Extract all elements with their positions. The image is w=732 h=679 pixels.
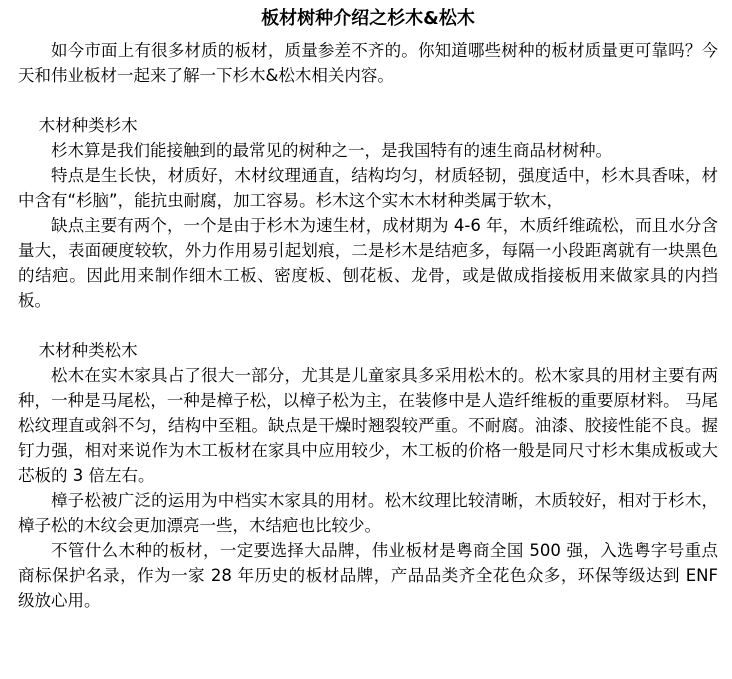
fir-paragraph-2: 特点是生长快，材质好，木材纹理通直，结构均匀，材质轻韧，强度适中，杉木具香味，材中含有“杉脑”，能抗虫耐腐，加工容易。杉木这个实木木材种类属于软木， bbox=[18, 166, 718, 210]
spacer bbox=[18, 88, 718, 113]
section-heading-pine: 木材种类松木 bbox=[38, 341, 138, 360]
pine-paragraph-1: 松木在实木家具占了很大一部分，尤其是儿童家具多采用松木的。松木家具的用材主要有两种，一种是马尾松，一种是樟子松，以樟子松为主，在装修中是人造纤维板的重要原材料。 马尾松纹理直或斜不匀，结构中至粗。缺点是干燥时翘裂较严重。不耐腐。油漆、胶接性能不良。握钉力强，相对来说作为木工板材在家具中应用较少，木工板的价格一般是同尺寸杉木集成板或大芯板的 3 倍左右。 bbox=[18, 366, 718, 485]
article bbox=[18, 6, 718, 613]
article-title: 板材树种介绍之杉木&松木 bbox=[261, 8, 475, 29]
fir-paragraph-3: 缺点主要有两个，一个是由于杉木为速生材，成材期为 4-6 年，木质纤维疏松，而且水分含量大，表面硬度较软，外力作用易引起划痕，二是杉木是结疤多，每隔一小段距离就有一块黑色的结疤。因此用来制作细木工板、密度板、刨花板、龙骨，或是做成指接板用来做家具的内挡板。 bbox=[18, 216, 718, 310]
pine-paragraph-3: 不管什么木种的板材，一定要选择大品牌，伟业板材是粤商全国 500 强，入选粤字号重点商标保护名录，作为一家 28 年历史的板材品牌，产品品类齐全花色众多，环保等级达到 ENF 级放心用。 bbox=[18, 541, 718, 610]
fir-paragraph-1: 杉木算是我们能接触到的最常见的树种之一，是我国特有的速生商品材树种。 bbox=[51, 141, 612, 160]
section-heading-fir: 木材种类杉木 bbox=[38, 116, 138, 135]
spacer bbox=[18, 313, 718, 338]
pine-paragraph-2: 樟子松被广泛的运用为中档实木家具的用材。松木纹理比较清晰，木质较好，相对于杉木，樟子松的木纹会更加漂亮一些，木结疤也比较少。 bbox=[18, 491, 718, 535]
intro-paragraph: 如今市面上有很多材质的板材，质量参差不齐的。你知道哪些树种的板材质量更可靠吗？今天和伟业板材一起来了解一下杉木&松木相关内容。 bbox=[18, 41, 718, 85]
